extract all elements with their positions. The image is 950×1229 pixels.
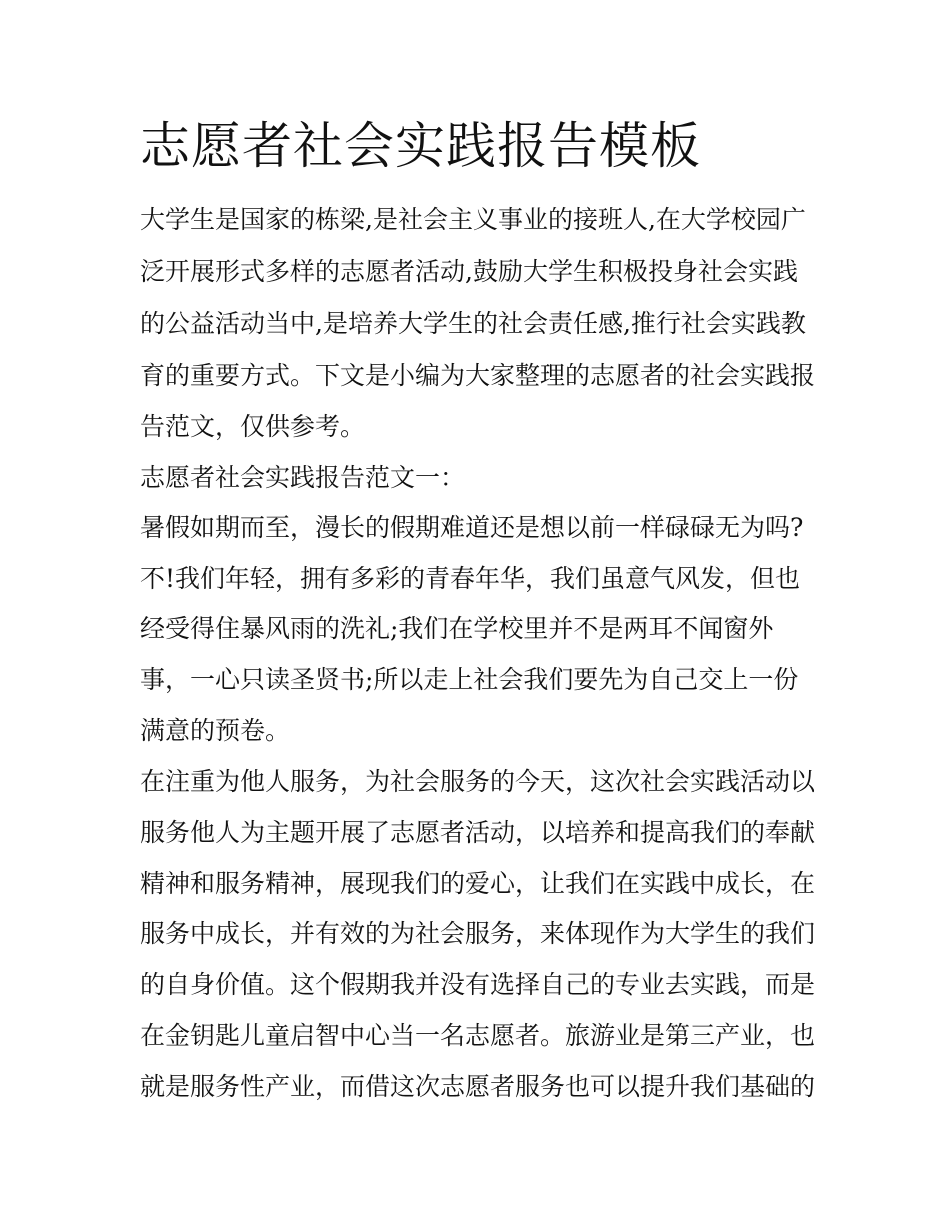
text-line: 服务他人为主题开展了志愿者活动，以培养和提高我们的奉献	[140, 818, 816, 847]
document-title: 志愿者社会实践报告模板	[140, 117, 701, 175]
text-line: 服务中成长，并有效的为社会服务，来体现作为大学生的我们	[140, 919, 816, 948]
text-line: 泛开展形式多样的志愿者活动,鼓励大学生积极投身社会实践	[140, 257, 798, 286]
text-line: 不!我们年轻，拥有多彩的青春年华，我们虽意气风发，但也	[140, 564, 801, 593]
text-line: 的自身价值。这个假期我并没有选择自己的专业去实践，而是	[140, 970, 816, 999]
text-line: 育的重要方式。下文是小编为大家整理的志愿者的社会实践报	[140, 361, 816, 390]
section-heading: 志愿者社会实践报告范文一：	[140, 463, 466, 492]
text-line: 大学生是国家的栋梁,是社会主义事业的接班人,在大学校园广	[140, 205, 806, 234]
text-line: 经受得住暴风雨的洗礼;我们在学校里并不是两耳不闻窗外	[140, 614, 774, 643]
text-line: 事，一心只读圣贤书;所以走上社会我们要先为自己交上一份	[140, 665, 799, 694]
text-line: 就是服务性产业，而借这次志愿者服务也可以提升我们基础的	[140, 1072, 816, 1101]
text-line: 的公益活动当中,是培养大学生的社会责任感,推行社会实践教	[140, 309, 806, 338]
text-line: 告范文，仅供参考。	[140, 412, 366, 441]
text-line: 精神和服务精神，展现我们的爱心，让我们在实践中成长，在	[140, 869, 816, 898]
text-line: 满意的预卷。	[140, 716, 291, 745]
text-line: 在注重为他人服务，为社会服务的今天，这次社会实践活动以	[140, 767, 816, 796]
text-line: 暑假如期而至，漫长的假期难道还是想以前一样碌碌无为吗?	[140, 513, 804, 542]
text-line: 在金钥匙儿童启智中心当一名志愿者。旅游业是第三产业，也	[140, 1021, 816, 1050]
